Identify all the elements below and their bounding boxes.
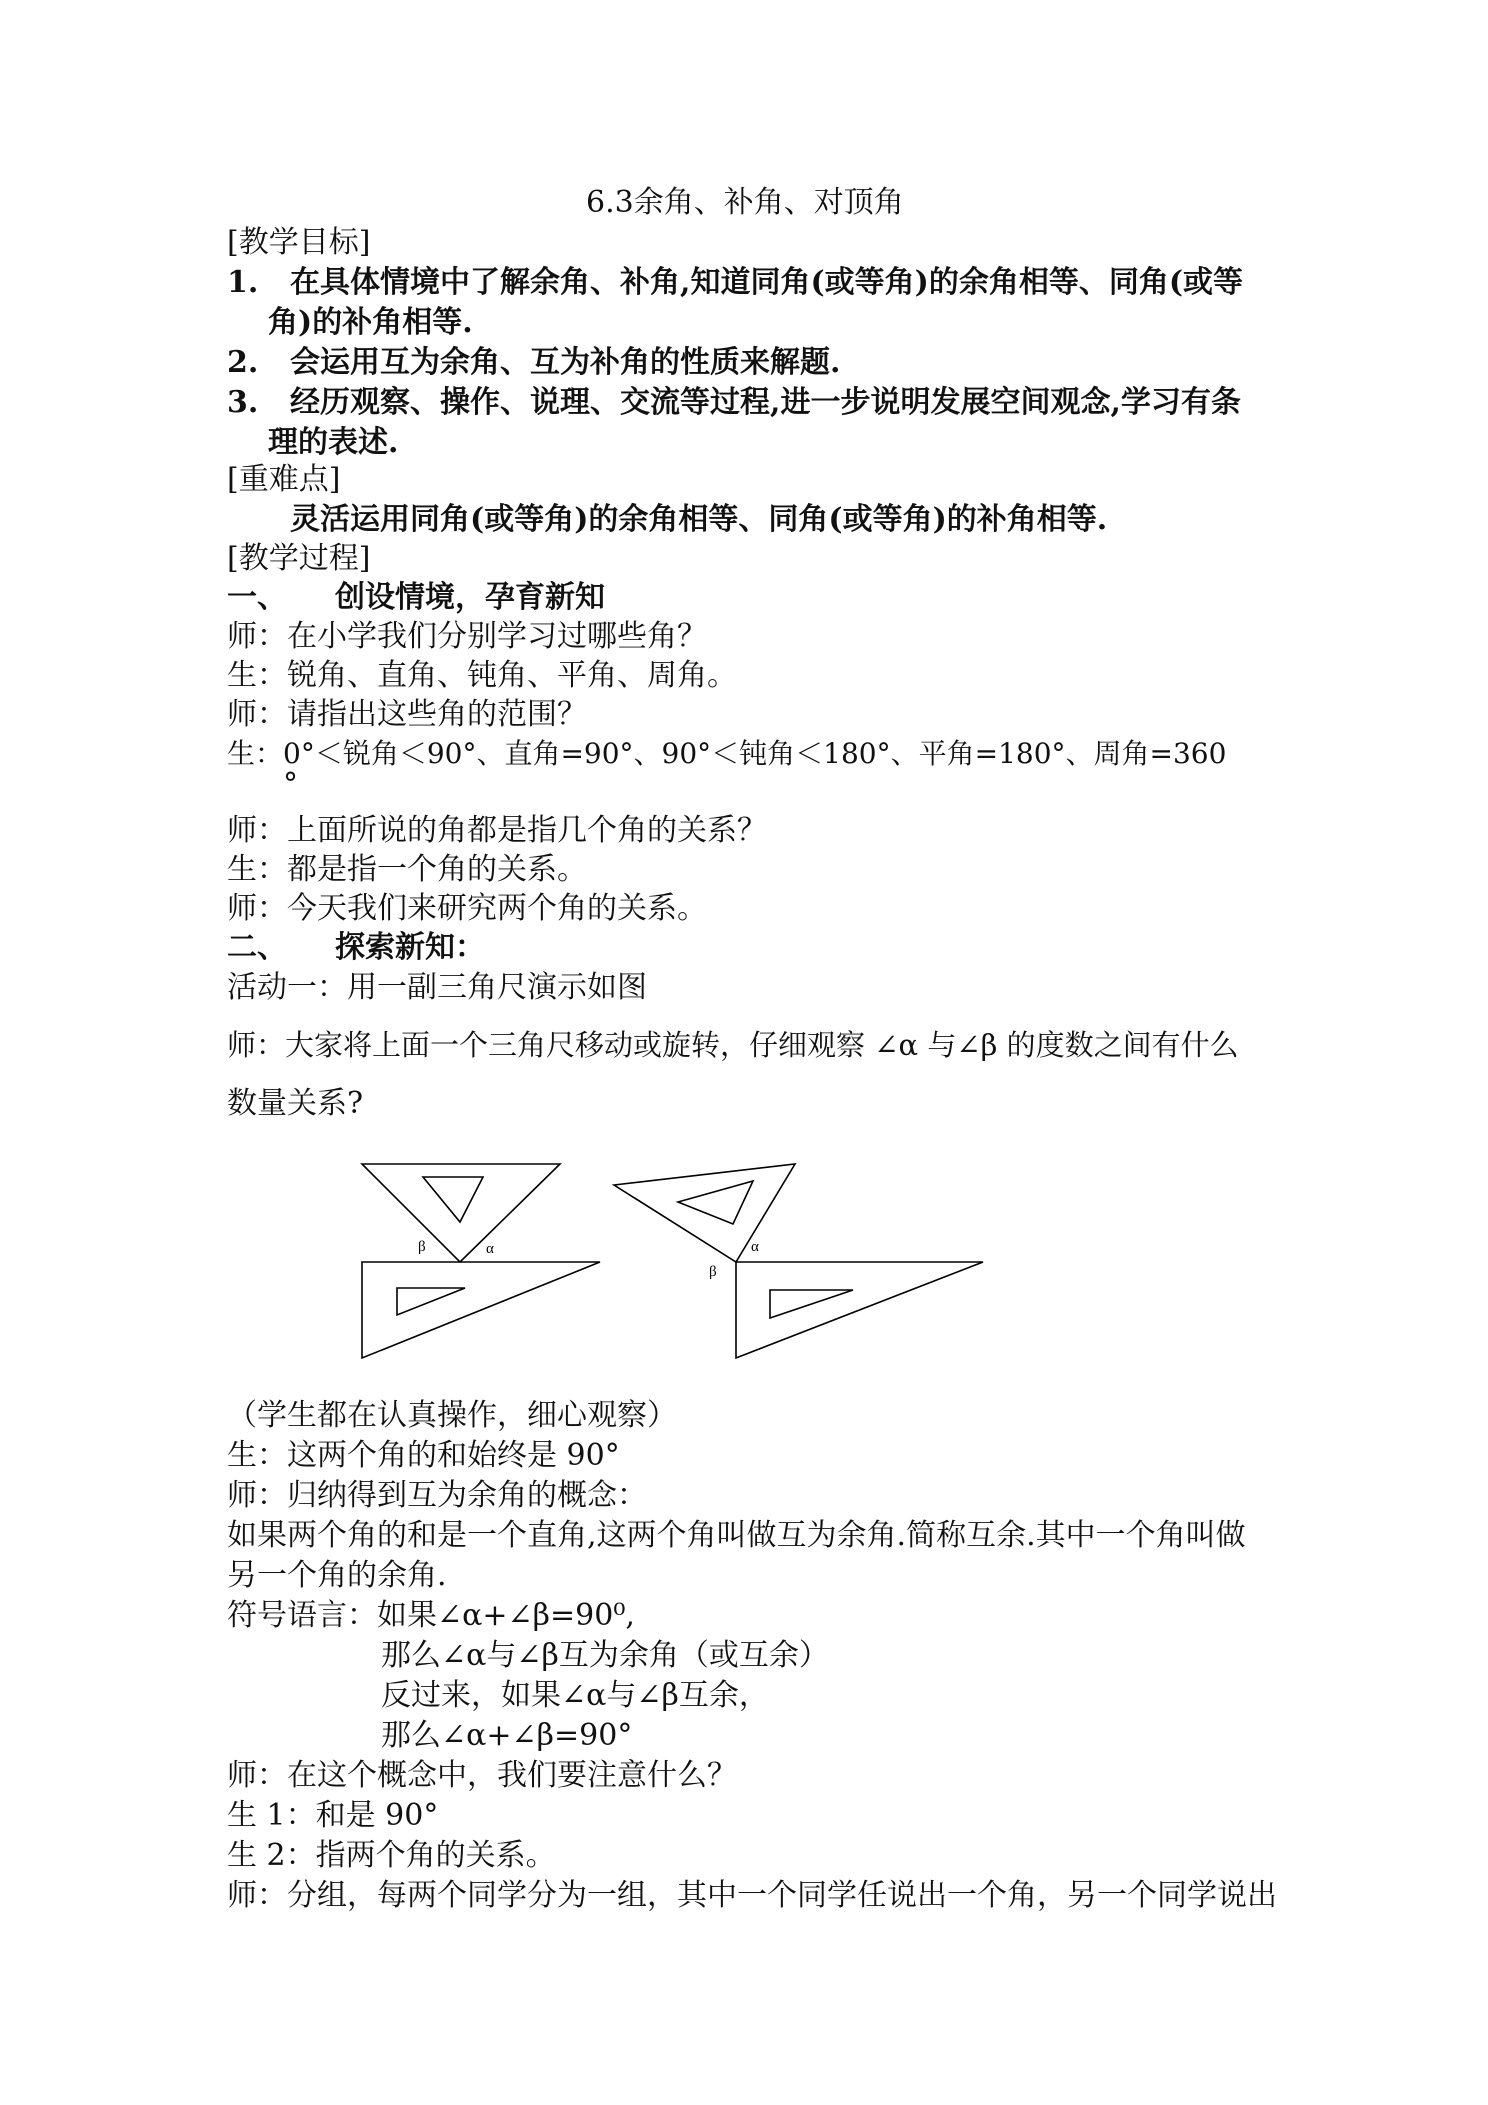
dialog-line: 那么∠α+∠β=90° [381, 1718, 633, 1753]
alpha-label: α [486, 1241, 494, 1257]
dialog-line: 师：归纳得到互为余角的概念： [227, 1478, 647, 1513]
upper-triangle-inner-right [678, 1181, 753, 1224]
lower-triangle-right [736, 1262, 983, 1358]
objective-number: 3. [227, 385, 259, 420]
dialog-line: 如果两个角的和是一个直角,这两个角叫做互为余角.简称互余.其中一个角叫做 [227, 1518, 1246, 1553]
dialog-line: 生：都是指一个角的关系。 [227, 852, 587, 887]
objective-text: 在具体情境中了解余角、补角,知道同角(或等角)的余角相等、同角(或等 [290, 265, 1244, 300]
section-number: 二、 [227, 930, 287, 965]
page-title: 6.3余角、补角、对顶角 [586, 185, 904, 220]
dialog-line: （学生都在认真操作，细心观察） [227, 1398, 677, 1433]
dialog-line: 反过来，如果∠α与∠β互余， [381, 1678, 769, 1713]
beta-label: β [709, 1264, 717, 1280]
dialog-line: 师：今天我们来研究两个角的关系。 [227, 891, 707, 926]
dialog-line: 师：分组，每两个同学分为一组，其中一个同学任说出一个角，另一个同学说出 [227, 1878, 1277, 1913]
section-title: 创设情境，孕育新知 [335, 580, 605, 615]
key-points-heading: [重难点] [227, 462, 341, 497]
lower-triangle-inner-right [770, 1290, 853, 1318]
dialog-line: 生：这两个角的和始终是 90° [227, 1438, 620, 1473]
alpha-label: α [751, 1239, 759, 1255]
beta-label: β [418, 1239, 426, 1255]
upper-triangle-inner-left [423, 1177, 483, 1222]
lower-triangle-inner-left [397, 1288, 465, 1315]
dialog-line: ° [283, 767, 298, 802]
question-line: 师：大家将上面一个三角尺移动或旋转，仔细观察 ∠α 与∠β 的度数之间有什么 [227, 1028, 1239, 1062]
dialog-line: 生 2：指两个角的关系。 [227, 1838, 556, 1873]
section-number: 一、 [227, 580, 287, 615]
process-heading: [教学过程] [227, 541, 371, 576]
objectives-heading: [教学目标] [227, 225, 371, 260]
dialog-line: 师：上面所说的角都是指几个角的关系？ [227, 813, 767, 848]
objective-text: 角)的补角相等. [268, 305, 473, 340]
objective-number: 1. [227, 265, 259, 300]
dialog-line: 另一个角的余角. [227, 1558, 447, 1593]
section-title: 探索新知： [335, 930, 485, 965]
dialog-line: 师：在这个概念中，我们要注意什么？ [227, 1758, 737, 1793]
question-line: 数量关系? [227, 1086, 364, 1121]
dialog-line: 生：0°＜锐角＜90°、直角=90°、90°＜钝角＜180°、平角=180°、周角=360 [227, 737, 1227, 770]
dialog-line: 师：在小学我们分别学习过哪些角？ [227, 619, 707, 654]
set-squares-figure [355, 1150, 1005, 1375]
upper-triangle-left [362, 1164, 560, 1262]
dialog-line: 符号语言：如果∠α+∠β=90⁰, [227, 1598, 635, 1633]
key-points-text: 灵活运用同角(或等角)的余角相等、同角(或等角)的补角相等. [290, 502, 1108, 537]
dialog-line: 师：请指出这些角的范围？ [227, 697, 587, 732]
dialog-line: 生：锐角、直角、钝角、平角、周角。 [227, 658, 737, 693]
objective-text: 会运用互为余角、互为补角的性质来解题. [290, 345, 841, 380]
dialog-line: 生 1：和是 90° [227, 1798, 439, 1833]
objective-number: 2. [227, 345, 259, 380]
objective-text: 经历观察、操作、说理、交流等过程,进一步说明发展空间观念,学习有条 [290, 385, 1241, 420]
dialog-line: 那么∠α与∠β互为余角（或互余） [381, 1638, 829, 1673]
activity-line: 活动一：用一副三角尺演示如图 [227, 970, 647, 1005]
objective-text: 理的表述. [268, 425, 399, 460]
